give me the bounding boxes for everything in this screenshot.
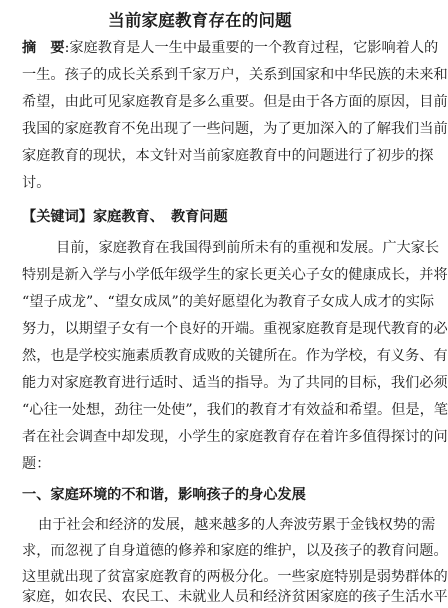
body-line: 然，也是学校实施素质教育成败的关键所在。作为学校，有义务、有: [22, 348, 448, 364]
body-line: 家庭，如农民、农民工、未就业人员和经济贫困家庭的孩子生活水平: [22, 589, 448, 605]
abstract-line: 一生。孩子的成长关系到千家万户，关系到国家和中华民族的未来和: [22, 67, 448, 83]
abstract-label: 摘 要: [22, 40, 65, 56]
abstract-text: :家庭教育是人一生中最重要的一个教育过程，它影响着人的: [64, 40, 439, 56]
body-line: 努力，以期望子女有一个良好的开端。重视家庭教育是现代教育的必: [22, 321, 448, 337]
abstract-line: 家庭教育的现状，本文针对当前家庭教育中的问题进行了初步的探: [22, 148, 434, 164]
document-title: 当前家庭教育存在的问题: [108, 11, 292, 30]
keywords: 【关键词】家庭教育、 教育问题: [22, 209, 228, 225]
body-line: 者在社会调查中却发现，小学生的家庭教育存在着许多值得探讨的问: [22, 429, 448, 445]
body-line: “望子成龙”、“望女成凤”的美好愿望化为教育子女成人成才的实际: [22, 294, 435, 310]
abstract-line: [22, 37, 439, 59]
body-line: 能力对家庭教育进行适时、适当的指导。为了共同的目标，我们必须: [22, 375, 448, 391]
body-line: 目前，家庭教育在我国得到前所未有的重视和发展。广大家长: [56, 240, 440, 256]
abstract-line: 讨。: [22, 175, 51, 191]
body-line: “心往一处想，劲往一处使”，我们的教育才有效益和希望。但是，笔: [22, 402, 448, 418]
abstract-line: 希望，由此可见家庭教育是多么重要。但是由于各方面的原因，目前: [22, 94, 448, 110]
body-line: 特别是新入学与小学低年级学生的家长更关心子女的健康成长，并将: [22, 267, 448, 283]
body-line: 求，而忽视了自身道德的修养和家庭的维护，以及孩子的教育问题。: [22, 543, 448, 559]
abstract-line: 我国的家庭教育不免出现了一些问题，为了更加深入的了解我们当前: [22, 121, 448, 137]
section-heading: 一、家庭环境的不和谐，影响孩子的身心发展: [22, 487, 306, 503]
body-line: 题：: [22, 456, 51, 472]
body-line: 这里就出现了贫富家庭教育的两极分化。一些家庭特别是弱势群体的: [22, 569, 448, 585]
body-line: 由于社会和经济的发展，越来越多的人奔波劳累于金钱权势的需: [38, 517, 436, 533]
